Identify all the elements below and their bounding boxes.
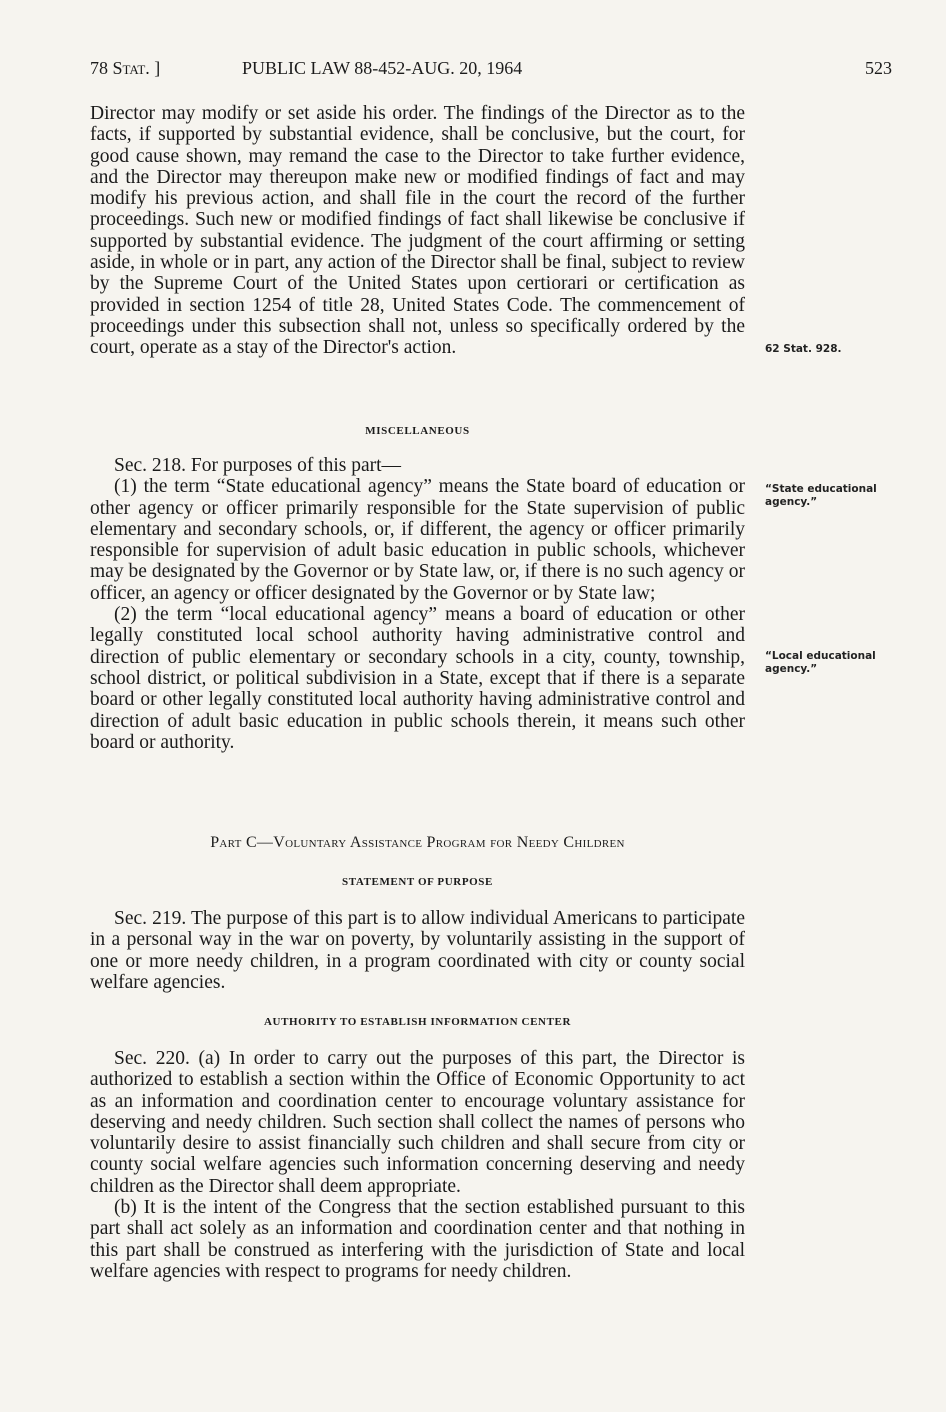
- margin-note-state-agency: “State educational agency.”: [765, 483, 877, 508]
- heading-statement-of-purpose: STATEMENT OF PURPOSE: [342, 876, 493, 888]
- heading-authority-info-center: AUTHORITY TO ESTABLISH INFORMATION CENTER: [264, 1016, 571, 1028]
- heading-miscellaneous: MISCELLANEOUS: [365, 425, 470, 437]
- margin-note-local-agency: “Local educational agency.”: [765, 650, 876, 675]
- sec-218-item-1: (1) the term “State educational agency” means the State board of education or other agency or officer primarily responsible for the State supervision of public elementary and secondary schools, or, if different, the agency or officer primarily responsible for supervision of adult basic education in public schools, whichever may be designated by the Governor or by State law, or, if there is no such agency or officer, an agency or officer designated by the Governor or by State law;: [90, 476, 745, 604]
- sec-220-b-paragraph: (b) It is the intent of the Congress that the section established pursuant to this part shall act solely as an information and coordination center and that nothing in this part shall be construed as interfering with the jurisdiction of State and local welfare agencies with respect to programs for needy children.: [90, 1197, 745, 1282]
- part-c-heading: Part C—Voluntary Assistance Program for Needy Children: [210, 834, 625, 851]
- sec-220-a-paragraph: Sec. 220. (a) In order to carry out the purposes of this part, the Director is authorized to establish a section within the Office of Economic Opportunity to act as an information and coordination center to encourage voluntary assistance for deserving and needy children. Such section shall collect the names of persons who voluntarily desire to assist financially such children and shall secure from city or county social welfare agencies such information concerning deserving and needy children as the Director shall deem appropriate.: [90, 1048, 745, 1197]
- sec-219-paragraph: Sec. 219. The purpose of this part is to allow individual Americans to participate in a personal way in the war on poverty, by voluntarily assisting in the support of one or more needy children, in a program coordinated with city or county social welfare agencies.: [90, 908, 745, 993]
- continuation-block: [90, 103, 745, 359]
- page-number: 523: [865, 58, 892, 78]
- section-219-block: [90, 908, 745, 993]
- section-218-block: [90, 455, 745, 753]
- continuation-paragraph: Director may modify or set aside his order. The findings of the Director as to the facts, if supported by substantial evidence, shall be conclusive, but the court, for good cause shown, may remand the case to the Director to take further evidence, and the Director may thereupon make new or modified findings of fact and may modify his previous action, and shall file in the court the record of the further proceedings. Such new or modified findings of fact shall likewise be conclusive if supported by substantial evidence. The judgment of the court affirming or setting aside, in whole or in part, any action of the Director shall be final, subject to review by the Supreme Court of the United States upon certiorari or certification as provided in section 1254 of title 28, United States Code. The commencement of proceedings under this subsection shall not, unless so specifically ordered by the court, operate as a stay of the Director's action.: [90, 103, 745, 359]
- law-title: PUBLIC LAW 88-452-AUG. 20, 1964: [242, 58, 523, 78]
- stat-volume: 78 Stat. ]: [90, 58, 161, 78]
- sec-218-item-2: (2) the term “local educational agency” means a board of education or other legally constituted local school authority having administrative control and direction of public elementary or secondary schools in a city, county, township, school district, or political subdivision in a State, except that if there is a separate board or other legally constituted local authority having administrative control and direction of adult basic education in public schools therein, it means such other board or authority.: [90, 604, 745, 753]
- margin-note-stat-ref: 62 Stat. 928.: [765, 343, 842, 355]
- sec-218-intro: Sec. 218. For purposes of this part—: [114, 455, 402, 476]
- section-220-block: [90, 1048, 745, 1282]
- running-header: [90, 58, 894, 82]
